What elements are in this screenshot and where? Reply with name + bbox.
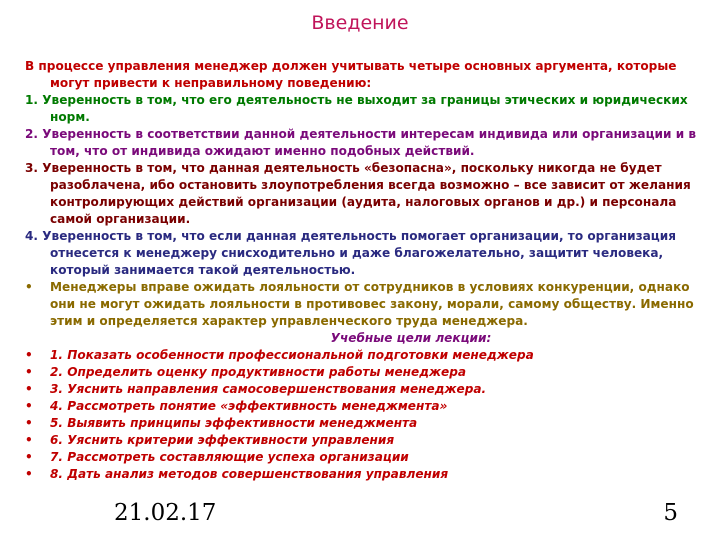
goal-text: 4. Рассмотреть понятие «эффективность менеджмента»: [50, 399, 448, 413]
point-4: [25, 228, 697, 279]
slide-date: 21.02.17: [114, 500, 217, 526]
goal-text: 1. Показать особенности профессиональной подготовки менеджера: [50, 348, 534, 362]
goal-item: [25, 415, 697, 432]
point-2: [25, 126, 697, 160]
bullet-icon: •: [25, 399, 33, 413]
slide-title: Введение: [311, 12, 409, 34]
point-3-number: 3.: [25, 161, 39, 175]
bullet-icon: •: [25, 416, 33, 430]
slide-page-number: 5: [663, 500, 678, 526]
point-3: [25, 160, 697, 228]
bullet-icon: •: [25, 280, 33, 294]
point-3-text: Уверенность в том, что данная деятельность «безопасна», поскольку никогда не будет разоблачена, ибо остановить злоупотребления всегда возможно – все зависит от желания контролирующих действий организации (аудита, налоговых органов и др.) и персонала самой организации.: [42, 161, 691, 226]
goal-item: [25, 381, 697, 398]
bullet-icon: •: [25, 382, 33, 396]
goals-heading: Учебные цели лекции:: [330, 331, 492, 345]
point-1: [25, 92, 697, 126]
goal-text: 2. Определить оценку продуктивности работы менеджера: [50, 365, 467, 379]
point-2-text: Уверенность в соответствии данной деятельности интересам индивида или организации и в том, что от индивида ожидают именно подобных действий.: [42, 127, 697, 158]
point-4-text: Уверенность в том, что если данная деятельность помогает организации, то организация отнесется к менеджеру снисходительно и даже благожелательно, защитит человека, который занимается такой деятельностью.: [42, 229, 677, 277]
slide-content: [25, 58, 697, 483]
goal-item: [25, 347, 697, 364]
goal-item: [25, 449, 697, 466]
goal-item: [25, 432, 697, 449]
point-1-number: 1.: [25, 93, 39, 107]
point-2-number: 2.: [25, 127, 39, 141]
point-1-text: Уверенность в том, что его деятельность не выходит за границы этических и юридических норм.: [42, 93, 688, 124]
bullet-icon: •: [25, 450, 33, 464]
goal-item: [25, 466, 697, 483]
note-bullet: [25, 279, 697, 330]
goal-text: 3. Уяснить направления самосовершенствования менеджера.: [50, 382, 487, 396]
goal-text: 5. Выявить принципы эффективности менеджмента: [50, 416, 418, 430]
bullet-icon: •: [25, 365, 33, 379]
goal-item: [25, 364, 697, 381]
goal-text: 7. Рассмотреть составляющие успеха организации: [50, 450, 409, 464]
bullet-icon: •: [25, 467, 33, 481]
note-text: Менеджеры вправе ожидать лояльности от сотрудников в условиях конкуренции, однако они не могут ожидать лояльности в противовес закону, морали, самому обществу. Именно этим и определяется характер управленческого труда менеджера.: [50, 280, 694, 328]
bullet-icon: •: [25, 348, 33, 362]
intro-paragraph: В процессе управления менеджер должен учитывать четыре основных аргумента, которые могут привести к неправильному поведению:: [25, 59, 677, 90]
point-4-number: 4.: [25, 229, 39, 243]
goal-text: 6. Уяснить критерии эффективности управления: [50, 433, 395, 447]
goal-text: 8. Дать анализ методов совершенствования управления: [50, 467, 449, 481]
goal-item: [25, 398, 697, 415]
bullet-icon: •: [25, 433, 33, 447]
